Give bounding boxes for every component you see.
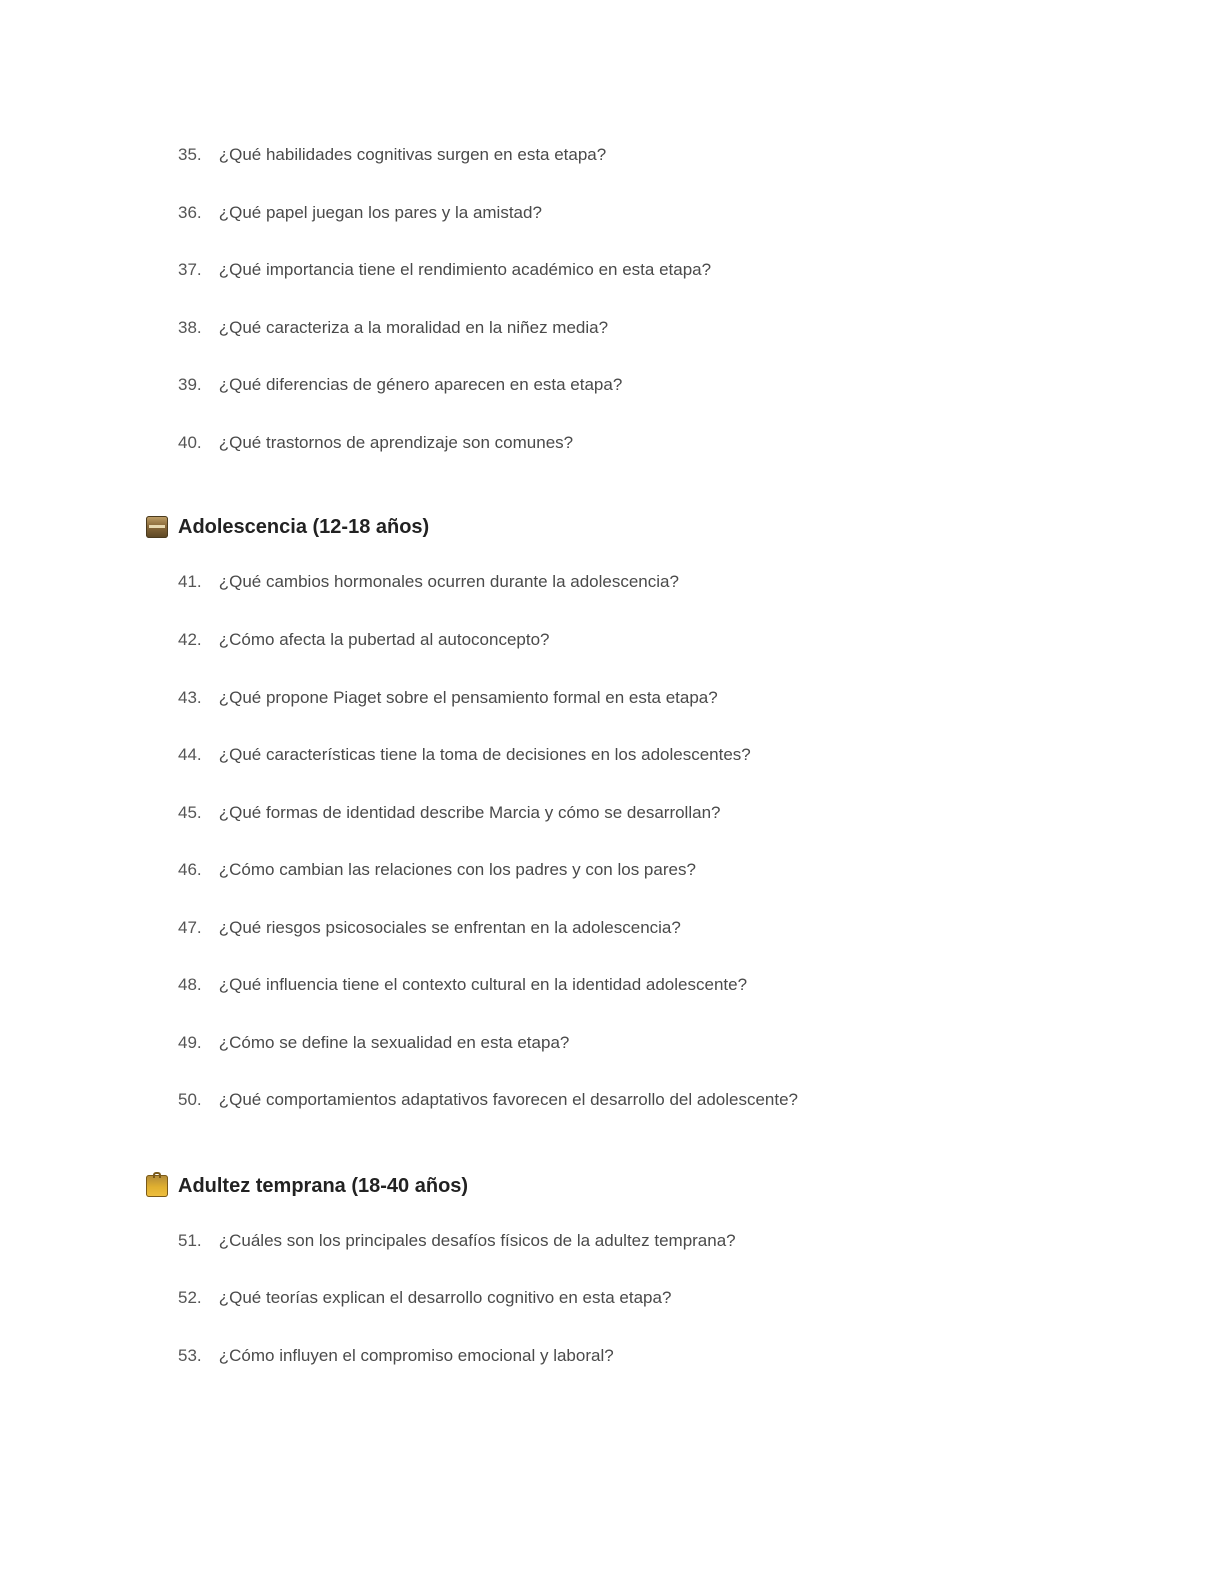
question-number: 51. (178, 1231, 202, 1250)
question-text: ¿Qué comportamientos adaptativos favorecen el desarrollo del adolescente? (218, 1090, 799, 1109)
question-number: 38. (178, 318, 202, 337)
question-text: ¿Qué influencia tiene el contexto cultural en la identidad adolescente? (218, 975, 748, 994)
question-number: 37. (178, 260, 202, 279)
question-item (178, 1344, 614, 1368)
question-number: 35. (178, 145, 202, 164)
question-number: 50. (178, 1090, 202, 1109)
question-item (178, 1286, 671, 1310)
question-number: 40. (178, 433, 202, 452)
question-text: ¿Qué trastornos de aprendizaje son comunes? (218, 433, 574, 452)
question-item (178, 628, 550, 652)
section-heading (146, 512, 429, 542)
question-text: ¿Qué diferencias de género aparecen en esta etapa? (218, 375, 623, 394)
question-text: ¿Cómo afecta la pubertad al autoconcepto? (218, 630, 550, 649)
question-text: ¿Qué formas de identidad describe Marcia y cómo se desarrollan? (218, 803, 721, 822)
question-item (178, 743, 751, 767)
question-text: ¿Cómo se define la sexualidad en esta etapa? (218, 1033, 570, 1052)
question-text: ¿Qué papel juegan los pares y la amistad? (218, 203, 542, 222)
question-text: ¿Cómo cambian las relaciones con los padres y con los pares? (218, 860, 696, 879)
question-number: 36. (178, 203, 202, 222)
question-item (178, 431, 573, 455)
question-item (178, 373, 622, 397)
section-heading-title: Adultez temprana (18-40 años) (178, 1175, 469, 1197)
briefcase-icon (146, 1175, 168, 1197)
question-item (178, 801, 720, 825)
question-item (178, 916, 681, 940)
question-text: ¿Qué importancia tiene el rendimiento académico en esta etapa? (218, 260, 712, 279)
question-number: 43. (178, 688, 202, 707)
section-heading-title: Adolescencia (12-18 años) (178, 516, 430, 538)
question-item (178, 143, 606, 167)
question-number: 41. (178, 572, 202, 591)
question-text: ¿Qué habilidades cognitivas surgen en esta etapa? (218, 145, 607, 164)
question-text: ¿Qué caracteriza a la moralidad en la niñez media? (218, 318, 609, 337)
question-item (178, 858, 696, 882)
question-item (178, 1088, 798, 1112)
question-text: ¿Qué propone Piaget sobre el pensamiento formal en esta etapa? (218, 688, 718, 707)
question-item (178, 1229, 736, 1253)
question-number: 47. (178, 918, 202, 937)
question-item (178, 258, 711, 282)
books-icon (146, 516, 168, 538)
question-number: 42. (178, 630, 202, 649)
question-item (178, 316, 608, 340)
question-number: 49. (178, 1033, 202, 1052)
question-item (178, 973, 747, 997)
question-text: ¿Qué riesgos psicosociales se enfrentan en la adolescencia? (218, 918, 681, 937)
section-heading (146, 1171, 468, 1201)
question-item (178, 201, 542, 225)
question-number: 45. (178, 803, 202, 822)
question-number: 44. (178, 745, 202, 764)
question-number: 53. (178, 1346, 202, 1365)
question-number: 46. (178, 860, 202, 879)
question-text: ¿Cuáles son los principales desafíos físicos de la adultez temprana? (218, 1231, 736, 1250)
question-item (178, 1031, 569, 1055)
question-number: 52. (178, 1288, 202, 1307)
question-number: 39. (178, 375, 202, 394)
question-item (178, 686, 718, 710)
question-text: ¿Qué cambios hormonales ocurren durante la adolescencia? (218, 572, 679, 591)
question-item (178, 570, 679, 594)
question-text: ¿Cómo influyen el compromiso emocional y laboral? (218, 1346, 614, 1365)
question-text: ¿Qué características tiene la toma de decisiones en los adolescentes? (218, 745, 751, 764)
question-text: ¿Qué teorías explican el desarrollo cognitivo en esta etapa? (218, 1288, 672, 1307)
question-number: 48. (178, 975, 202, 994)
